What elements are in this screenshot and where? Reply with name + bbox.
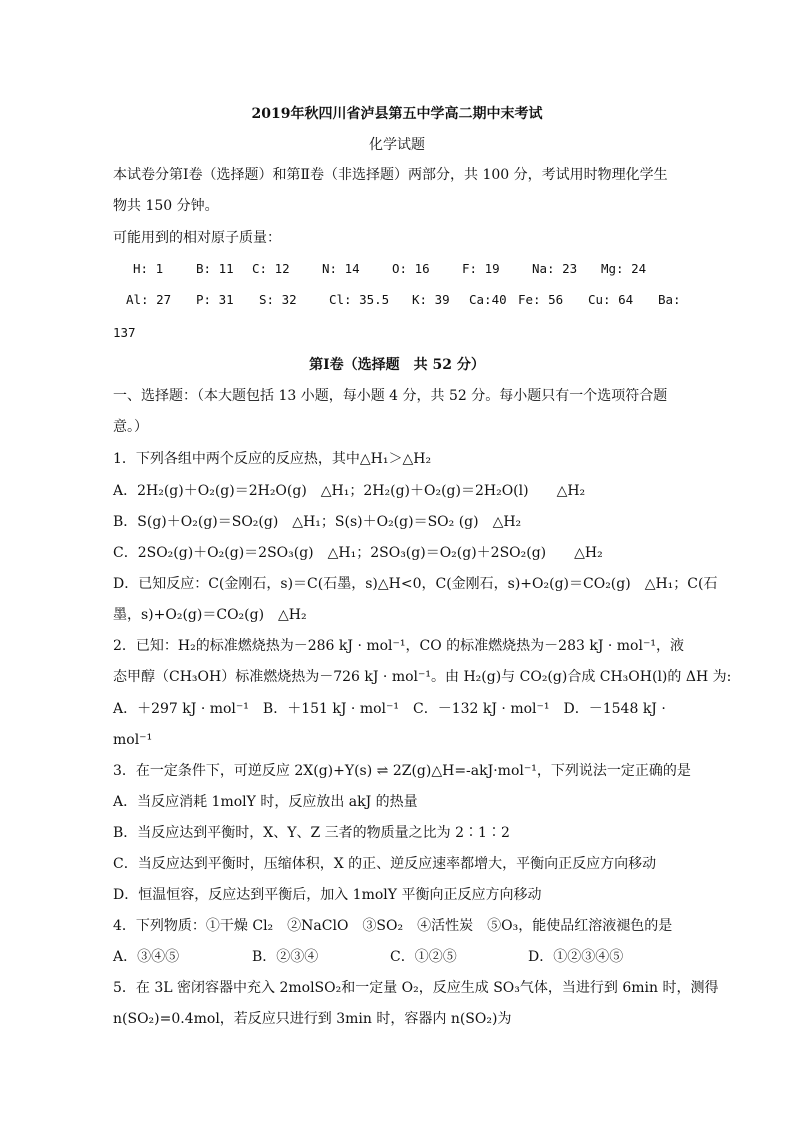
q3-option-c: C．当反应达到平衡时，压缩体积，X 的正、逆反应速率都增大，平衡向正反应方向移动 <box>113 856 657 872</box>
q3-option-a: A．当反应消耗 1molY 时，反应放出 akJ 的热量 <box>113 794 418 810</box>
q2-options: A．＋297 kJ · mol⁻¹ B．＋151 kJ · mol⁻¹ C．－132 kJ · mol⁻¹ D．－1548 kJ · <box>113 701 666 717</box>
q2-line-1: 2．已知：H₂的标准燃烧热为－286 kJ · mol⁻¹，CO 的标准燃烧热为－283 kJ · mol⁻¹，液 <box>113 638 684 654</box>
mass-entry: C: 12 <box>252 261 290 276</box>
q3-stem: 3．在一定条件下，可逆反应 2X(g)+Y(s) ⇌ 2Z(g)△H=-akJ·mol⁻¹，下列说法一定正确的是 <box>113 763 691 779</box>
mass-entry: F: 19 <box>462 261 500 276</box>
q1-option-b: B．S(g)＋O₂(g)＝SO₂(g) △H₁；S(s)＋O₂(g)＝SO₂ (g) △H₂ <box>113 514 522 530</box>
mass-entry: P: 31 <box>196 292 234 307</box>
q1-option-d-line-1: D．已知反应：C(金刚石，s)＝C(石墨，s)△H<0，C(金刚石，s)+O₂(g)＝CO₂(g) △H₁；C(石 <box>113 576 718 592</box>
q4-stem: 4．下列物质：①干燥 Cl₂ ②NaClO ③SO₂ ④活性炭 ⑤O₃，能使品红溶液褪色的是 <box>113 918 673 934</box>
q4-option-d: D．①②③④⑤ <box>528 949 624 965</box>
q1-stem: 1．下列各组中两个反应的反应热，其中△H₁＞△H₂ <box>113 451 432 467</box>
q4-option-a: A．③④⑤ <box>113 949 180 965</box>
q5-line-1: 5．在 3L 密闭容器中充入 2molSO₂和一定量 O₂，反应生成 SO₃气体，当进行到 6min 时，测得 <box>113 980 719 996</box>
mass-heading: 可能用到的相对原子质量： <box>113 230 281 246</box>
exam-subtitle: 化学试题 <box>369 137 425 153</box>
q2-options-tail: mol⁻¹ <box>113 732 153 748</box>
exam-title: 2019年秋四川省泸县第五中学高二期中末考试 <box>251 106 543 122</box>
mass-entry: B: 11 <box>196 261 234 276</box>
q4-option-b: B．②③④ <box>252 949 319 965</box>
mass-entry: S: 32 <box>259 292 297 307</box>
q1-option-c: C．2SO₂(g)＋O₂(g)＝2SO₃(g) △H₁；2SO₃(g)＝O₂(g)＋2SO₂(g) △H₂ <box>113 545 603 561</box>
q3-option-b: B．当反应达到平衡时，X、Y、Z 三者的物质量之比为 2∶1∶2 <box>113 825 510 841</box>
mass-entry: Mg: 24 <box>601 261 647 276</box>
mass-entry: N: 14 <box>322 261 360 276</box>
mass-entry: Ca:40 <box>469 292 507 307</box>
mass-entry: Cl: 35.5 <box>329 292 390 307</box>
section-instructions-2: 意。） <box>113 419 148 435</box>
mass-entry: Al: 27 <box>126 292 172 307</box>
section-title: 第Ⅰ卷（选择题 共 52 分） <box>309 357 485 373</box>
intro-line-2: 物共 150 分钟。 <box>113 198 219 214</box>
mass-entry: Fe: 56 <box>518 292 564 307</box>
intro-line-1: 本试卷分第Ⅰ卷（选择题）和第Ⅱ卷（非选择题）两部分，共 100 分，考试用时物理化学生 <box>113 167 668 183</box>
mass-entry: Na: 23 <box>532 261 578 276</box>
q1-option-d-line-2: 墨，s)+O₂(g)＝CO₂(g) △H₂ <box>113 607 307 623</box>
q1-option-a: A．2H₂(g)＋O₂(g)＝2H₂O(g) △H₁；2H₂(g)＋O₂(g)＝2H₂O(l) △H₂ <box>113 483 586 499</box>
q4-option-c: C．①②⑤ <box>390 949 457 965</box>
mass-entry: H: 1 <box>133 261 164 276</box>
q2-line-2: 态甲醇（CH₃OH）标准燃烧热为－726 kJ · mol⁻¹。由 H₂(g)与 CO₂(g)合成 CH₃OH(l)的 ΔH 为: <box>113 669 732 685</box>
mass-row-3: 137 <box>113 325 136 340</box>
section-instructions-1: 一、选择题：（本大题包括 13 小题，每小题 4 分，共 52 分。每小题只有一个选项符合题 <box>113 388 668 404</box>
q3-option-d: D．恒温恒容，反应达到平衡后，加入 1molY 平衡向正反应方向移动 <box>113 887 542 903</box>
mass-entry: Cu: 64 <box>588 292 634 307</box>
q5-line-2: n(SO₂)=0.4mol，若反应只进行到 3min 时，容器内 n(SO₂)为 <box>113 1011 512 1027</box>
mass-entry: Ba: <box>658 292 681 307</box>
mass-entry: O: 16 <box>392 261 430 276</box>
mass-entry: K: 39 <box>412 292 450 307</box>
